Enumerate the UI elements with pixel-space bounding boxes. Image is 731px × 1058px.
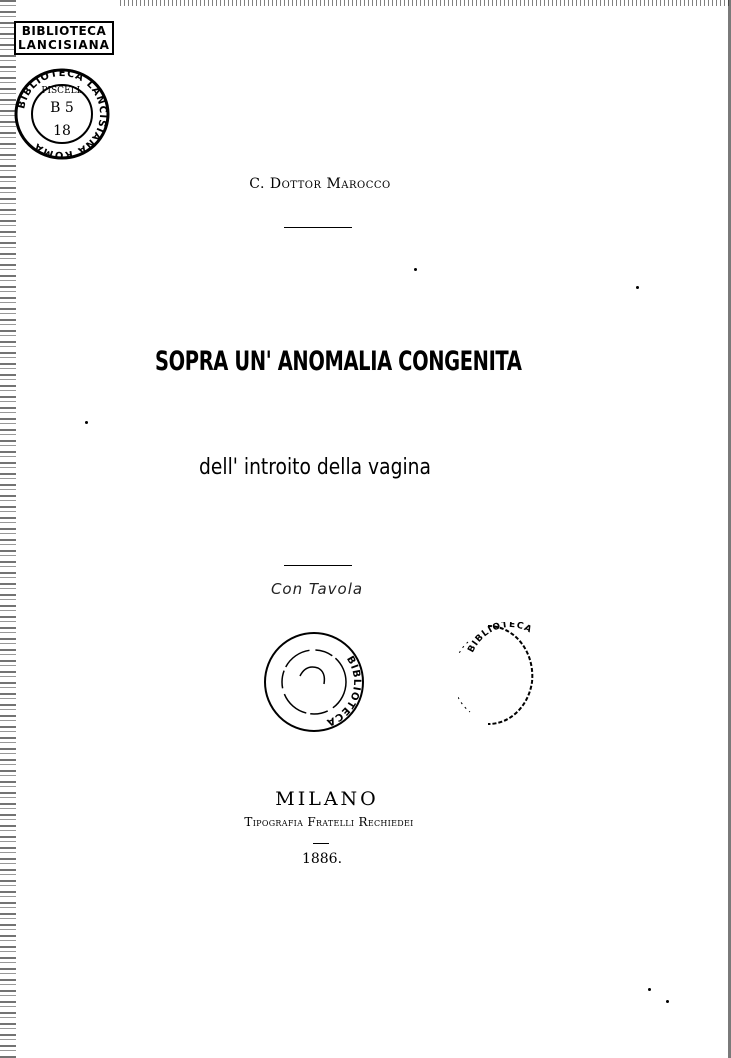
library-label-stamp [14,21,114,55]
round-stamp-shelf-1: PISCELL [41,86,83,96]
main-title: SOPRA UN' ANOMALIA CONGENITA [155,346,522,377]
middle-stamp-seal-icon [262,630,366,734]
round-stamp-shelf-3: 18 [53,123,71,139]
right-stamp-seal-icon [458,622,536,728]
scan-speck [666,1000,669,1003]
rule-above-note [284,565,352,566]
library-label-line-1: BIBLIOTECA [21,24,107,38]
page-edge-top [120,0,731,6]
right-library-stamp [458,622,536,728]
subtitle: dell' introito della vagina [199,455,431,480]
rule-above-year [313,843,329,844]
scan-speck [414,268,417,271]
svg-text:BIBLIOTECA [466,622,533,654]
imprint-printer: Tipografia Fratelli Rechiedei [244,815,414,829]
library-round-stamp [10,66,114,162]
library-label-line-2: LANCISIANA [18,38,110,52]
scan-speck [648,988,651,991]
svg-text:BIBLIOTECA [324,654,362,728]
round-stamp-ring-text: BIBLIOTECA LANCISIANA ROMA [16,67,109,161]
imprint-city: MILANO [275,788,379,810]
rule-under-author [284,227,352,228]
imprint-year: 1886. [301,851,343,867]
right-stamp-ring-text: BIBLIOTECA [466,622,534,655]
scan-speck [85,421,88,424]
round-stamp-shelf-2: B 5 [50,100,74,116]
plate-note: Con Tavola [270,580,364,598]
scan-speck [636,286,639,289]
author-line: C. Dottor Marocco [249,176,391,192]
middle-stamp-ring-text: BIBLIOTECA [324,654,363,728]
middle-library-stamp [262,630,366,734]
